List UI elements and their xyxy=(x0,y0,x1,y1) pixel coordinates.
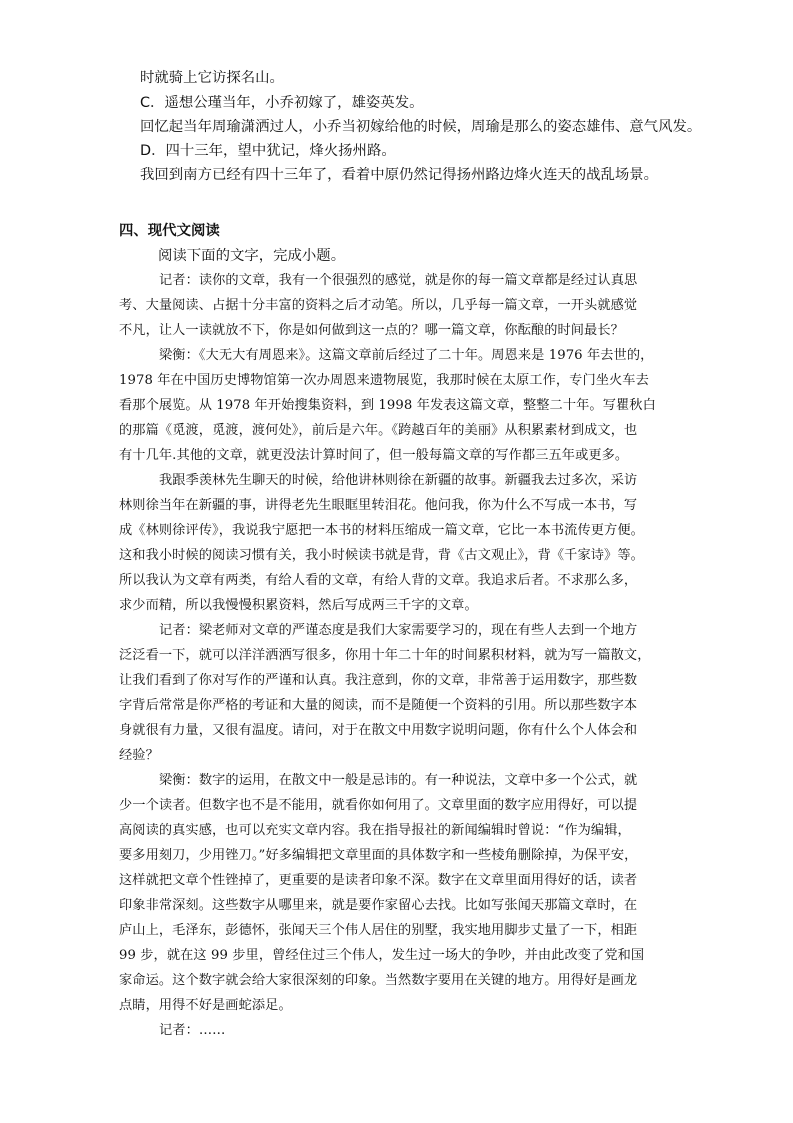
interview-line: 这样就把文章个性锉掉了，更重要的是读者印象不深。数字在文章里面用得好的话，读者 xyxy=(119,873,638,888)
interview-line: 泛泛看一下，就可以洋洋洒洒写很多，你用十年二十年的时间累积材料，就为写一篇散文， xyxy=(119,648,651,663)
interview-line: 高阅读的真实感，也可以充实文章内容。我在指导报社的新闻编辑时曾说：“作为编辑， xyxy=(119,823,631,838)
interview-line: 这和我小时候的阅读习惯有关，我小时候读书就是背，背《古文观止》，背《千家诗》等。 xyxy=(119,548,644,563)
interview-line: 身就很有力量，又很有温度。请问，对于在散文中用数字说明问题，你有什么个人体会和 xyxy=(119,723,638,738)
interview-line: 看那个展览。从 1978 年开始搜集资料，到 1998 年发表这篇文章，整整二十年。写瞿秋白 xyxy=(119,398,656,413)
interview-line: 所以我认为文章有两类，有给人看的文章，有给人背的文章。我追求后者。不求那么多， xyxy=(119,573,638,588)
interview-line: 成《林则徐评传》，我说我宁愿把一本书的材料压缩成一篇文章，它比一本书流传更方便。 xyxy=(119,523,644,538)
option-c-explanation: 回忆起当年周瑜潇洒过人，小乔当初嫁给他的时候，周瑜是那么的姿态雄伟、意气风发。 xyxy=(140,119,702,135)
interview-line: 家命运。这个数字就会给大家很深刻的印象。当然数字要用在关键的地方。用得好是画龙 xyxy=(119,973,638,988)
section-instruction: 阅读下面的文字，完成小题。 xyxy=(158,248,346,264)
interview-line: 要多用刻刀，少用锉刀。”好多编辑把文章里面的具体数字和一些棱角删除掉，为保平安， xyxy=(119,848,638,863)
interview-line: 字背后常常是你严格的考证和大量的阅读，而不是随便一个资料的引用。所以那些数字本 xyxy=(119,698,638,713)
interview-line: 经验？ xyxy=(119,748,159,763)
interview-line: 梁衡：数字的运用，在散文中一般是忌讳的。有一种说法，文章中多一个公式，就 xyxy=(159,773,638,788)
interview-line: 记者：梁老师对文章的严谨态度是我们大家需要学习的，现在有些人去到一个地方 xyxy=(159,623,638,638)
option-d-explanation: 我回到南方已经有四十三年了，看着中原仍然记得扬州路边烽火连天的战乱场景。 xyxy=(140,167,659,183)
interview-line: 不凡，让人一读就放不下，你是如何做到这一点的？哪一篇文章，你酝酿的时间最长？ xyxy=(119,323,624,338)
section-heading: 四、现代文阅读 xyxy=(119,223,220,239)
option-c: C．遥想公瑾当年，小乔初嫁了，雄姿英发。 xyxy=(140,95,424,111)
interview-line: 少一个读者。但数字也不是不能用，就看你如何用了。文章里面的数字应用得好，可以提 xyxy=(119,798,638,813)
interview-line: 点睛，用得不好是画蛇添足。 xyxy=(119,998,292,1013)
continuation-line: 时就骑上它访探名山。 xyxy=(140,70,284,86)
interview-line: 有十几年.其他的文章，就更没法计算时间了，但一般每篇文章的写作都三五年或更多。 xyxy=(119,448,629,463)
interview-line: 庐山上，毛泽东，彭德怀，张闻天三个伟人居住的别墅，我实地用脚步丈量了一下，相距 xyxy=(119,923,638,938)
interview-line: 1978 年在中国历史博物馆第一次办周恩来遗物展览，我那时候在太原工作，专门坐火车去 xyxy=(119,373,649,388)
interview-line: 记者：读你的文章，我有一个很强烈的感觉，就是你的每一篇文章都是经过认真思 xyxy=(159,273,638,288)
interview-line: 的那篇《觅渡，觅渡，渡何处》，前后是六年。《跨越百年的美丽》从积累素材到成文，也 xyxy=(119,423,638,438)
interview-line: 99 步，就在这 99 步里，曾经住过三个伟人，发生过一场大的争吵，并由此改变了党和国 xyxy=(119,948,645,963)
interview-line: 考、大量阅读、占据十分丰富的资料之后才动笔。所以，几乎每一篇文章，一开头就感觉 xyxy=(119,298,638,313)
interview-line: 印象非常深刻。这些数字从哪里来，就是要作家留心去找。比如写张闻天那篇文章时，在 xyxy=(119,898,638,913)
interview-line: 梁衡：《大无大有周恩来》。这篇文章前后经过了二十年。周恩来是 1976 年去世的， xyxy=(159,348,654,363)
interview-line: 我跟季羡林先生聊天的时候，给他讲林则徐在新疆的故事。新疆我去过多次，采访 xyxy=(159,473,638,488)
interview-line: 林则徐当年在新疆的事，讲得老先生眼眶里转泪花。他问我，你为什么不写成一本书，写 xyxy=(119,498,638,513)
option-d: D．四十三年，望中犹记，烽火扬州路。 xyxy=(140,143,396,159)
interview-line: 记者：…… xyxy=(159,1023,226,1038)
interview-line: 让我们看到了你对写作的严谨和认真。我注意到，你的文章，非常善于运用数字，那些数 xyxy=(119,673,638,688)
interview-line: 求少而精，所以我慢慢积累资料，然后写成两三千字的文章。 xyxy=(119,598,478,613)
